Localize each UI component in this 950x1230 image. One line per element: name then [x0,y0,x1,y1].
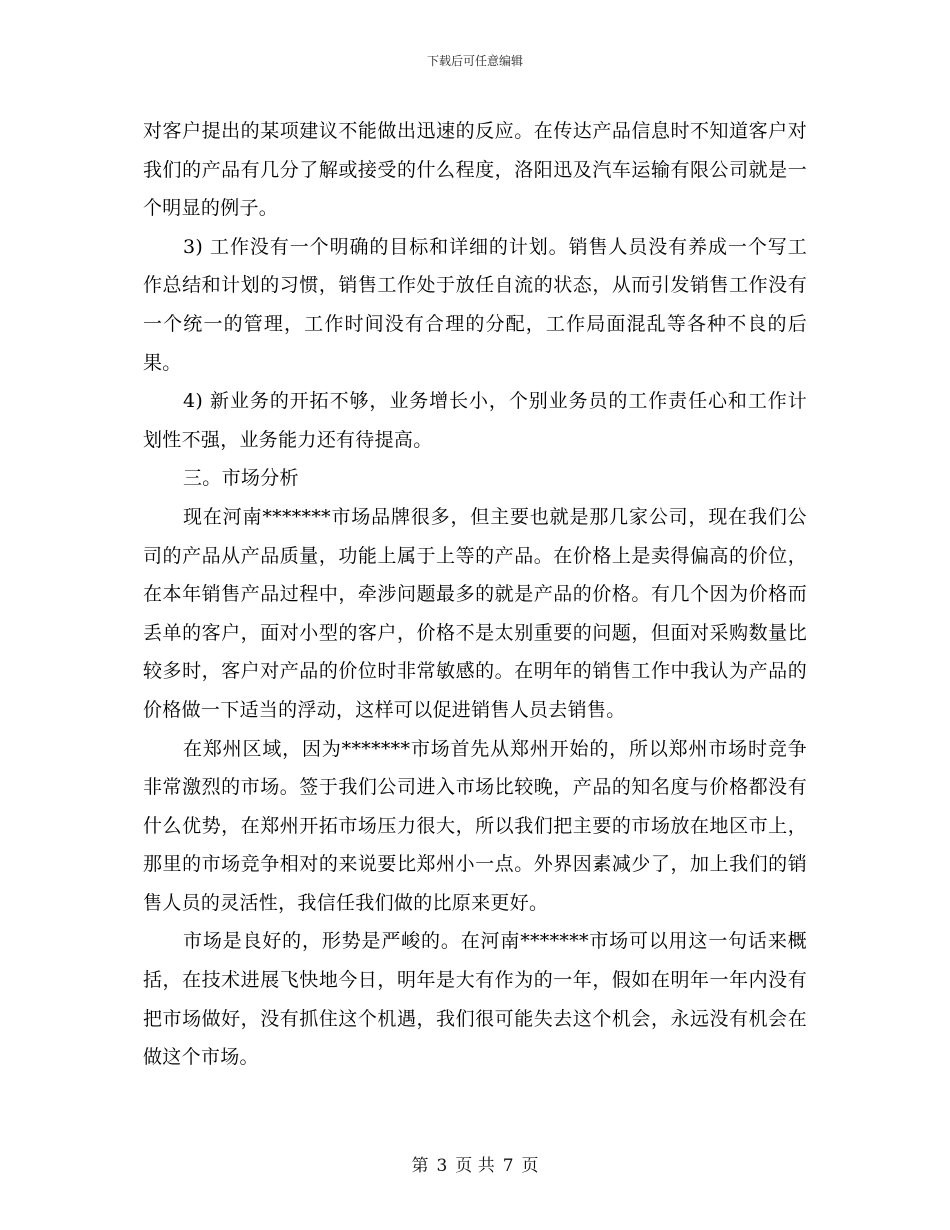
section-heading: 三。市场分析 [183,467,299,490]
page-header: 下载后可任意编辑 [426,54,523,68]
total-page-number: 7 [502,1156,514,1176]
paragraph: 3) 工作没有一个明确的目标和详细的计划。销售人员没有养成一个写工作总结和计划的习惯，销售工作处于放任自流的状态，从而引发销售工作没有一个统一的管理，工作时间没有合理的分配，工作局面混乱等各种不良的后果。 [143,235,807,374]
paragraph: 4) 新业务的开拓不够，业务增长小，个别业务员的工作责任心和工作计划性不强，业务能力还有待提高。 [143,390,807,451]
document-body [143,112,807,1077]
paragraph: 在郑州区域，因为*******市场首先从郑州开始的，所以郑州市场时竞争非常激烈的市场。签于我们公司进入市场比较晚，产品的知名度与价格都没有什么优势，在郑州开拓市场压力很大，所以我们把主要的市场放在地区市上，那里的市场竞争相对的来说要比郑州小一点。外界因素减少了，加上我们的销售人员的灵活性，我信任我们做的比原来更好。 [143,737,807,914]
paragraph: 现在河南*******市场品牌很多，但主要也就是那几家公司，现在我们公司的产品从产品质量，功能上属于上等的产品。在价格上是卖得偏高的价位，在本年销售产品过程中，牵涉问题最多的就是产品的价格。有几个因为价格而丢单的客户，面对小型的客户，价格不是太别重要的问题，但面对采购数量比较多时，客户对产品的价位时非常敏感的。在明年的销售工作中我认为产品的价格做一下适当的浮动，这样可以促进销售人员去销售。 [143,505,807,721]
footer-prefix: 第 [411,1156,429,1176]
footer-suffix: 页 [521,1156,539,1176]
paragraph: 市场是良好的，形势是严峻的。在河南*******市场可以用这一句话来概括，在技术进展飞快地今日，明年是大有作为的一年，假如在明年一年内没有把市场做好，没有抓住这个机遇，我们很可能失去这个机会，永远没有机会在做这个市场。 [143,930,807,1069]
page-footer [0,1155,950,1177]
footer-middle: 页 共 [455,1156,495,1176]
paragraph: 对客户提出的某项建议不能做出迅速的反应。在传达产品信息时不知道客户对我们的产品有几分了解或接受的什么程度，洛阳迅及汽车运输有限公司就是一个明显的例子。 [143,120,807,220]
current-page-number: 3 [436,1156,448,1176]
